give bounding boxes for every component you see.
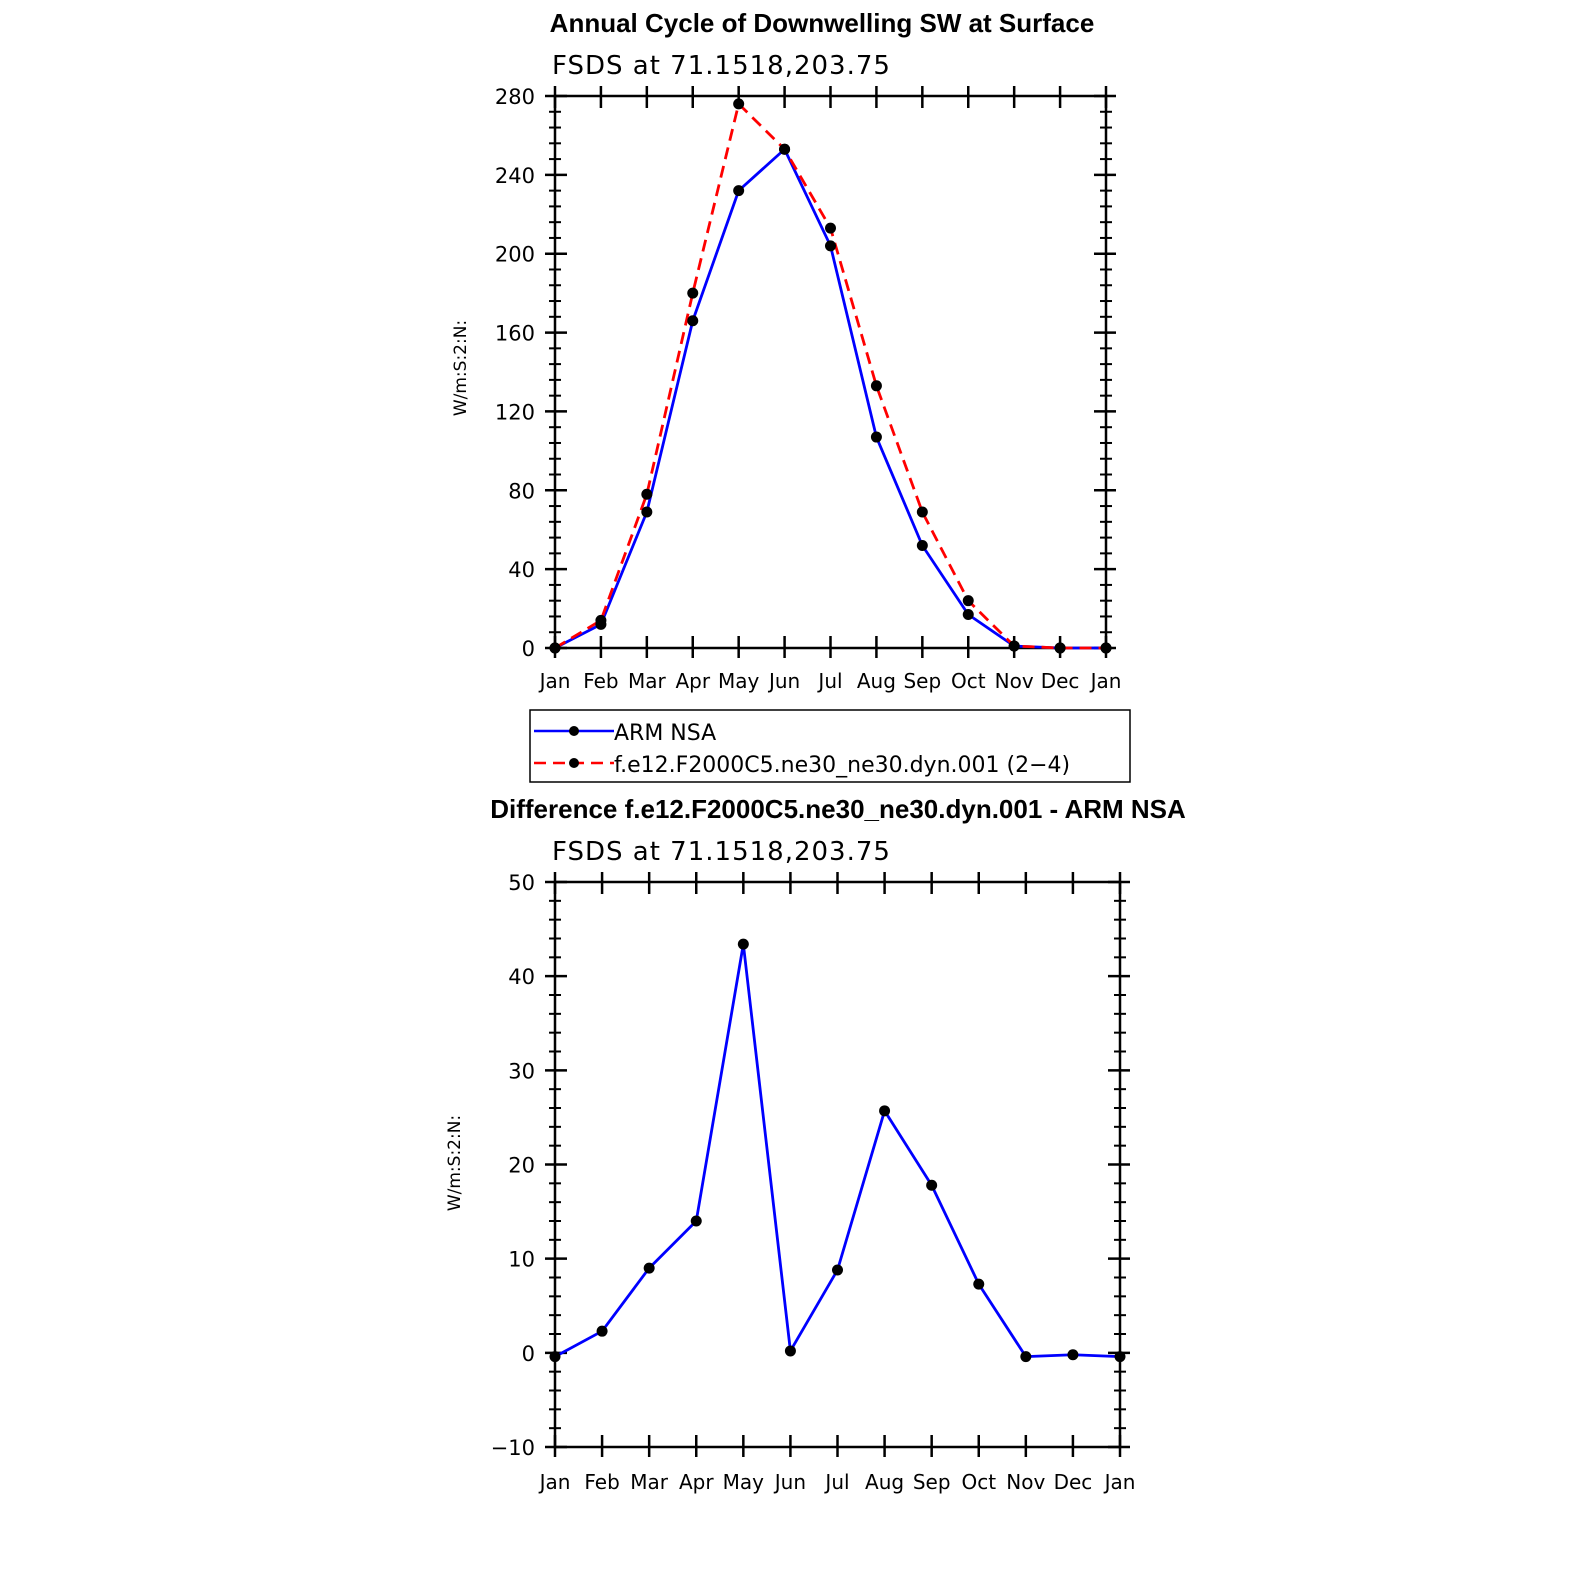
top-series-line-1 [555, 104, 1106, 648]
top-x-tick-label: Mar [627, 669, 666, 693]
bottom-series-point-0 [644, 1263, 655, 1274]
bottom-series-point-0 [1020, 1351, 1031, 1362]
bottom-series-point-0 [691, 1216, 702, 1227]
bottom-x-tick-label: Nov [1006, 1470, 1046, 1494]
top-series-point-1 [641, 489, 652, 500]
bottom-y-tick-label: 50 [508, 871, 535, 895]
top-series-point-1 [963, 595, 974, 606]
top-series-point-1 [687, 288, 698, 299]
legend [530, 710, 1130, 782]
bottom-series-point-0 [926, 1180, 937, 1191]
top-series-point-0 [917, 540, 928, 551]
bottom-chart-series [550, 939, 1126, 1362]
bottom-x-tick-label: Jan [539, 1470, 571, 1494]
legend-marker-model [569, 758, 579, 768]
top-series-point-1 [871, 380, 882, 391]
bottom-series-point-0 [1067, 1349, 1078, 1360]
top-series-point-1 [1055, 643, 1066, 654]
top-x-tick-label: Aug [856, 669, 896, 693]
top-chart-series [550, 98, 1112, 653]
bottom-series-point-0 [832, 1264, 843, 1275]
bottom-series-point-0 [973, 1279, 984, 1290]
top-series-point-0 [687, 315, 698, 326]
top-series-point-1 [1009, 641, 1020, 652]
top-y-tick-label: 120 [494, 400, 535, 425]
bottom-series-point-0 [1115, 1351, 1126, 1362]
bottom-series-line-0 [555, 944, 1120, 1356]
bottom-chart [445, 794, 1186, 1494]
top-y-tick-label: 80 [508, 479, 535, 504]
top-series-point-1 [595, 615, 606, 626]
top-x-tick-label: Feb [583, 669, 619, 693]
bottom-x-tick-label: Dec [1053, 1470, 1093, 1494]
bottom-x-tick-label: May [722, 1470, 765, 1494]
bottom-y-tick-label: 20 [508, 1153, 535, 1178]
bottom-series-point-0 [738, 939, 749, 950]
top-y-tick-label: 200 [494, 242, 535, 267]
bottom-y-tick-label: 30 [508, 1059, 535, 1084]
top-x-tick-label: Apr [675, 669, 711, 693]
bottom-y-tick-label: −10 [490, 1436, 535, 1460]
legend-label-arm-nsa: ARM NSA [614, 721, 717, 746]
bottom-x-tick-label: Jul [825, 1470, 850, 1494]
top-y-tick-label: 280 [494, 85, 535, 109]
bottom-x-tick-label: Feb [584, 1470, 620, 1494]
bottom-x-tick-label: Aug [865, 1470, 905, 1494]
bottom-plot-frame [555, 882, 1120, 1447]
bottom-chart-title: Difference f.e12.F2000C5.ne30_ne30.dyn.001 - ARM NSA [490, 794, 1186, 824]
top-chart-title: Annual Cycle of Downwelling SW at Surface [549, 8, 1095, 38]
top-x-tick-label: Oct [950, 669, 986, 693]
bottom-x-tick-label: Jun [774, 1470, 807, 1494]
bottom-x-tick-label: Jan [1104, 1470, 1136, 1494]
bottom-x-tick-label: Apr [678, 1470, 714, 1494]
top-x-tick-label: Jun [768, 669, 801, 693]
top-series-point-0 [733, 185, 744, 196]
bottom-y-tick-label: 40 [508, 965, 535, 990]
top-series-point-0 [871, 432, 882, 443]
legend-label-model: f.e12.F2000C5.ne30_ne30.dyn.001 (2−4) [614, 753, 1071, 778]
top-series-point-1 [917, 506, 928, 517]
top-y-tick-label: 160 [494, 321, 535, 346]
bottom-chart-y-axis-label: W/m:S:2:N: [445, 1114, 465, 1212]
top-chart-subtitle: FSDS at 71.1518,203.75 [552, 51, 891, 81]
top-chart [451, 8, 1121, 693]
bottom-series-point-0 [879, 1105, 890, 1116]
bottom-series-point-0 [597, 1326, 608, 1337]
top-x-tick-label: Nov [994, 669, 1034, 693]
top-y-tick-label: 0 [521, 637, 535, 661]
top-y-tick-label: 40 [508, 558, 535, 583]
bottom-y-tick-label: 0 [521, 1341, 535, 1366]
top-series-point-1 [733, 98, 744, 109]
bottom-x-tick-label: Mar [630, 1470, 669, 1494]
top-chart-axes [495, 85, 1122, 693]
legend-marker-arm-nsa [569, 726, 579, 736]
top-chart-y-axis-label: W/m:S:2:N: [451, 319, 471, 417]
top-y-tick-label: 240 [494, 163, 535, 188]
top-x-tick-label: Sep [903, 669, 942, 693]
bottom-series-point-0 [785, 1345, 796, 1356]
top-series-point-0 [963, 609, 974, 620]
bottom-x-tick-label: Sep [912, 1470, 951, 1494]
bottom-chart-subtitle: FSDS at 71.1518,203.75 [552, 837, 891, 867]
top-series-point-0 [641, 506, 652, 517]
top-x-tick-label: May [717, 669, 760, 693]
top-plot-frame [555, 96, 1106, 648]
bottom-chart-axes [491, 871, 1136, 1494]
top-series-point-1 [825, 223, 836, 234]
bottom-x-tick-label: Oct [961, 1470, 997, 1494]
bottom-y-tick-label: 10 [508, 1247, 535, 1272]
top-x-tick-label: Jul [818, 669, 843, 693]
top-x-tick-label: Jan [1090, 669, 1122, 693]
top-series-point-0 [825, 240, 836, 251]
top-series-point-1 [550, 643, 561, 654]
bottom-series-point-0 [550, 1351, 561, 1362]
top-x-tick-label: Dec [1040, 669, 1080, 693]
top-series-point-1 [1101, 643, 1112, 654]
top-x-tick-label: Jan [539, 669, 571, 693]
top-series-point-1 [779, 144, 790, 155]
